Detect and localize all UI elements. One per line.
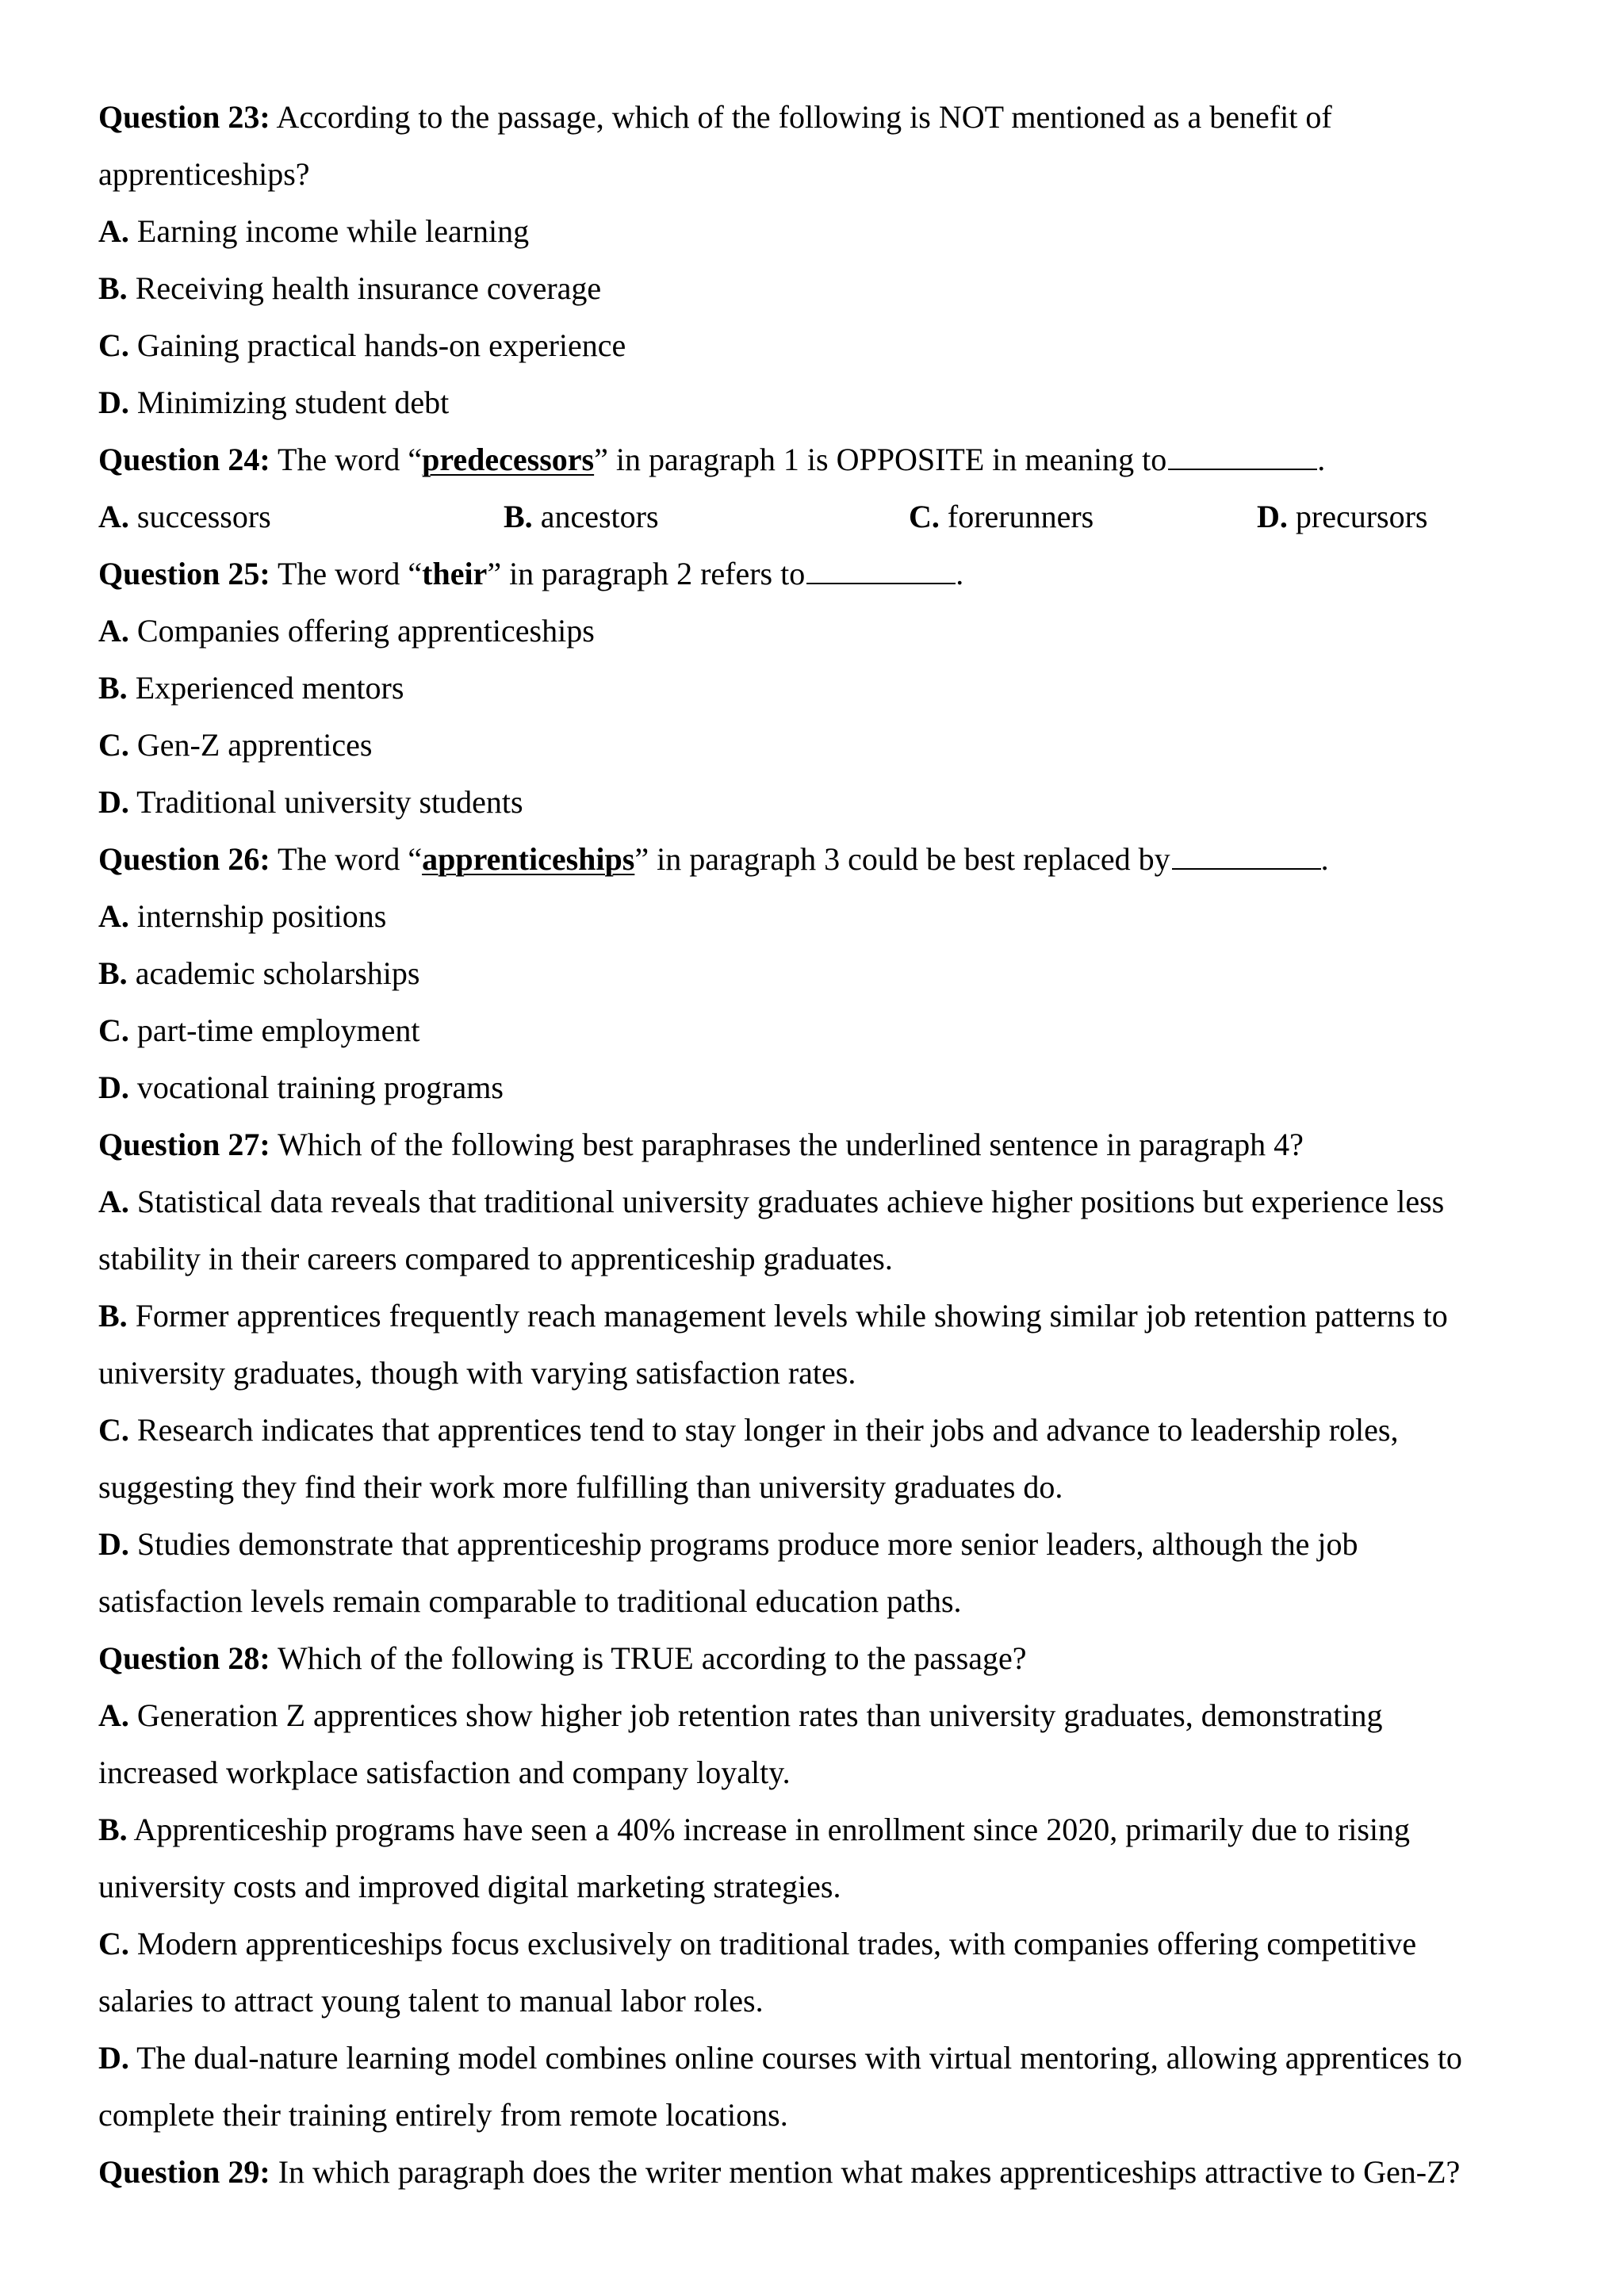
option-letter: B. [98, 955, 128, 991]
option-text: university graduates, though with varying satisfaction rates. [98, 1355, 856, 1391]
question-text: Which of the following is TRUE according to the passage? [277, 1640, 1027, 1676]
option-letter: A. [98, 499, 129, 534]
option-a[interactable] [98, 897, 386, 936]
question-text: ” in paragraph 2 refers to [487, 556, 806, 591]
question-text: ” in paragraph 3 could be best replaced by [634, 841, 1170, 877]
option-text: part-time employment [136, 1012, 420, 1048]
option-text: satisfaction levels remain comparable to traditional education paths. [98, 1583, 962, 1619]
option-letter: D. [98, 1526, 129, 1562]
option-d[interactable] [98, 1069, 504, 1107]
option-letter: B. [98, 1812, 128, 1847]
option-d[interactable] [98, 2039, 1462, 2077]
option-text: stability in their careers compared to apprenticeship graduates. [98, 1241, 893, 1276]
question-27-stem [98, 1126, 1304, 1164]
option-letter: D. [98, 784, 129, 820]
option-b[interactable] [98, 270, 601, 308]
option-a[interactable] [98, 1697, 1383, 1735]
question-label: Question 25: [98, 556, 270, 591]
option-b[interactable] [98, 955, 419, 993]
question-label: Question 28: [98, 1640, 270, 1676]
option-letter: A. [98, 213, 129, 249]
option-text: Gen-Z apprentices [136, 727, 373, 763]
option-b[interactable] [98, 1811, 1410, 1849]
question-label: Question 23: [98, 99, 270, 135]
option-letter: C. [98, 1012, 129, 1048]
option-letter: D. [98, 2040, 129, 2076]
option-letter: C. [98, 327, 129, 363]
target-word: predecessors [422, 442, 595, 477]
option-text: Generation Z apprentices show higher job retention rates than university graduates, demonstrating [136, 1697, 1383, 1733]
option-text: Research indicates that apprentices tend to stay longer in their jobs and advance to leadership roles, [136, 1412, 1399, 1448]
question-label: Question 26: [98, 841, 270, 877]
option-letter: A. [98, 898, 129, 934]
option-letter: B. [98, 1298, 128, 1334]
option-text: Companies offering apprenticeships [136, 613, 595, 649]
question-text: According to the passage, which of the following is NOT mentioned as a benefit of [276, 99, 1332, 135]
option-d[interactable] [98, 1525, 1358, 1563]
option-a[interactable] [98, 212, 529, 251]
option-text: Statistical data reveals that traditional university graduates achieve higher positions but experience less [136, 1184, 1445, 1219]
answer-blank [1168, 442, 1317, 470]
option-text: Apprenticeship programs have seen a 40% increase in enrollment since 2020, primarily due to rising [133, 1812, 1411, 1847]
option-text: ancestors [540, 499, 659, 534]
option-text: precursors [1295, 499, 1428, 534]
question-23-stem [98, 98, 1332, 136]
option-letter: C. [98, 1412, 129, 1448]
option-d[interactable] [1257, 498, 1428, 536]
option-text: Earning income while learning [136, 213, 530, 249]
option-a-cont [98, 1240, 893, 1278]
option-letter: B. [98, 270, 128, 306]
option-c[interactable] [98, 726, 372, 764]
option-letter: B. [504, 499, 533, 534]
question-label: Question 24: [98, 442, 270, 477]
target-word: apprenticeships [422, 841, 635, 877]
question-text: In which paragraph does the writer mention what makes apprenticeships attractive to Gen-Z? [278, 2154, 1461, 2190]
option-text: Traditional university students [136, 784, 523, 820]
option-text: Receiving health insurance coverage [135, 270, 602, 306]
option-letter: C. [909, 499, 940, 534]
option-b-cont [98, 1354, 856, 1392]
option-text: salaries to attract young talent to manual labor roles. [98, 1983, 764, 2019]
option-letter: A. [98, 1184, 129, 1219]
option-text: Minimizing student debt [136, 385, 450, 420]
option-a-cont [98, 1754, 791, 1792]
option-letter: A. [98, 613, 129, 649]
option-c[interactable] [98, 1012, 419, 1050]
question-text: ” in paragraph 1 is OPPOSITE in meaning to [594, 442, 1167, 477]
option-text: increased workplace satisfaction and company loyalty. [98, 1755, 791, 1790]
option-letter: D. [98, 385, 129, 420]
option-text: Former apprentices frequently reach management levels while showing similar job retention patterns to [135, 1298, 1448, 1334]
question-text: The word “ [277, 841, 423, 877]
option-c[interactable] [909, 498, 1094, 536]
option-c-cont [98, 1982, 764, 2020]
option-c-cont [98, 1468, 1063, 1506]
option-letter: D. [1257, 499, 1288, 534]
option-b[interactable] [98, 1297, 1448, 1335]
option-text: academic scholarships [135, 955, 420, 991]
option-text: Gaining practical hands-on experience [136, 327, 626, 363]
option-text: university costs and improved digital marketing strategies. [98, 1869, 841, 1904]
question-29-stem [98, 2153, 1460, 2191]
option-letter: B. [98, 670, 128, 706]
option-a[interactable] [98, 612, 595, 650]
question-text: The word “ [277, 556, 423, 591]
answer-blank [806, 556, 956, 584]
target-word: their [422, 556, 488, 591]
option-a[interactable] [98, 1183, 1444, 1221]
answer-blank [1172, 841, 1321, 870]
question-text: Which of the following best paraphrases the underlined sentence in paragraph 4? [277, 1127, 1304, 1162]
option-text: successors [136, 499, 271, 534]
option-letter: A. [98, 1697, 129, 1733]
option-c[interactable] [98, 1925, 1416, 1963]
question-text: . [956, 556, 964, 591]
question-26-stem [98, 840, 1329, 878]
option-text: The dual-nature learning model combines online courses with virtual mentoring, allowing apprentices to [136, 2040, 1462, 2076]
option-a[interactable] [98, 498, 271, 536]
question-label: Question 27: [98, 1127, 270, 1162]
question-text: . [1317, 442, 1326, 477]
question-23-stem-cont [98, 155, 310, 193]
option-text: vocational training programs [136, 1070, 504, 1105]
question-text: apprenticeships? [98, 156, 310, 192]
option-text: suggesting they find their work more fulfilling than university graduates do. [98, 1469, 1063, 1505]
option-letter: C. [98, 727, 129, 763]
option-c[interactable] [98, 327, 626, 365]
question-text: . [1320, 841, 1329, 877]
option-b-cont [98, 1868, 841, 1906]
question-28-stem [98, 1640, 1027, 1678]
option-d[interactable] [98, 384, 449, 422]
option-text: Experienced mentors [135, 670, 404, 706]
option-letter: C. [98, 1926, 129, 1961]
option-text: internship positions [136, 898, 387, 934]
question-text: The word “ [277, 442, 423, 477]
option-text: complete their training entirely from remote locations. [98, 2097, 788, 2133]
question-24-stem [98, 441, 1325, 479]
question-25-stem [98, 555, 963, 593]
option-d[interactable] [98, 783, 523, 821]
option-c[interactable] [98, 1411, 1398, 1449]
option-d-cont [98, 1582, 962, 1621]
option-b[interactable] [504, 498, 659, 536]
option-text: Modern apprenticeships focus exclusively on traditional trades, with companies offering competitive [136, 1926, 1417, 1961]
option-d-cont [98, 2096, 788, 2134]
option-b[interactable] [98, 669, 404, 707]
question-label: Question 29: [98, 2154, 270, 2190]
option-text: Studies demonstrate that apprenticeship programs produce more senior leaders, although the job [136, 1526, 1358, 1562]
option-text: forerunners [947, 499, 1094, 534]
option-letter: D. [98, 1070, 129, 1105]
